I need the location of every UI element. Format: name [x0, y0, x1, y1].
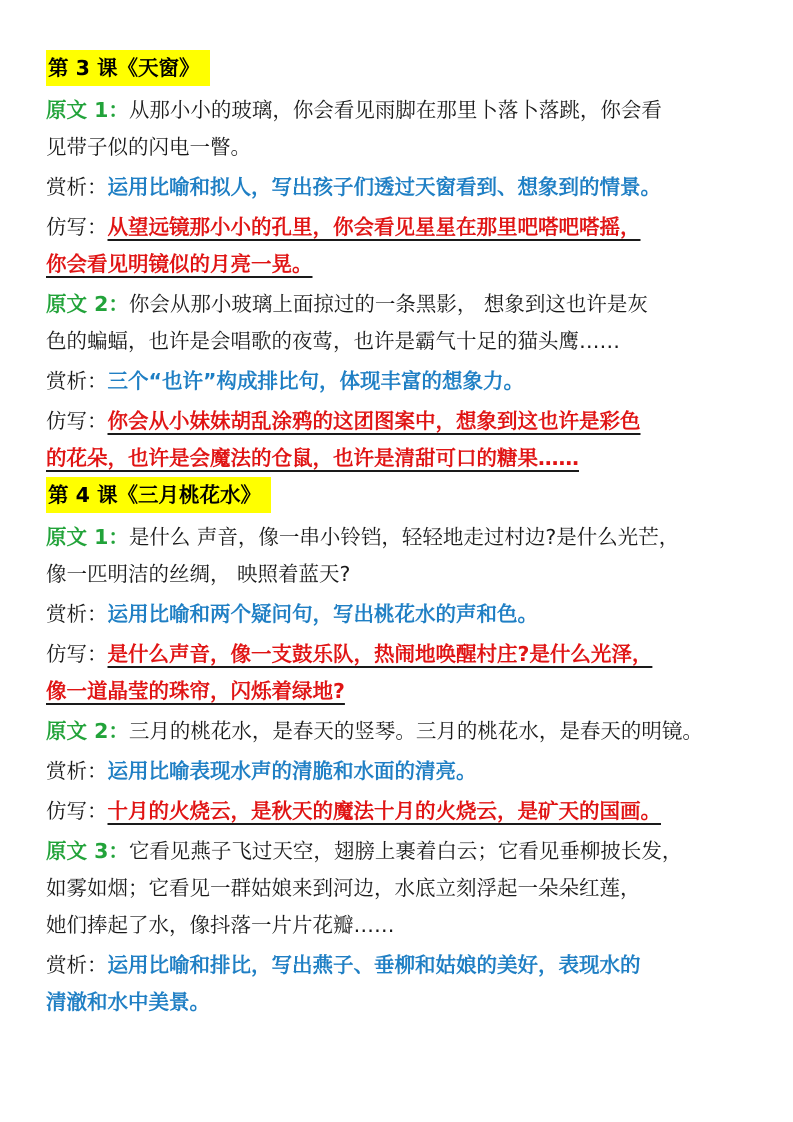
original-text: 你会从那小玻璃上面掠过的一条黑影， 想象到这也许是灰 [128, 292, 648, 316]
original-text: 从那小小的玻璃，你会看见雨脚在那里卜落卜落跳，你会看 [128, 98, 662, 122]
imitation-label: 仿写： [46, 642, 108, 666]
imitation-label: 仿写： [46, 799, 108, 823]
lesson-4-analysis-3 [46, 947, 750, 1021]
lesson-4-original-3 [46, 833, 750, 944]
analysis-label: 赏析： [46, 369, 108, 393]
lesson-3-original-2 [46, 286, 750, 360]
original-text: 见带子似的闪电一瞥。 [46, 135, 251, 159]
lesson-4-imitation-1 [46, 636, 750, 710]
imitation-label: 仿写： [46, 409, 108, 433]
lesson-3-heading: 第 3 课《天窗》 [46, 50, 210, 86]
imitation-text: 从望远镜那小小的孔里，你会看见星星在那里吧嗒吧嗒摇， [107, 215, 641, 239]
imitation-text: 是什么声音，像一支鼓乐队，热闹地唤醒村庄?是什么光泽， [107, 642, 653, 666]
analysis-label: 赏析： [46, 602, 108, 626]
lesson-4-analysis-1 [46, 596, 750, 633]
analysis-label: 赏析： [46, 953, 108, 977]
analysis-text: 三个“也许”构成排比句，体现丰富的想象力。 [107, 369, 524, 393]
lesson-3-imitation-2 [46, 403, 750, 477]
lesson-3-heading-row [46, 50, 750, 92]
imitation-text: 你会从小妹妹胡乱涂鸦的这团图案中，想象到这也许是彩色 [107, 409, 641, 433]
lesson-3-analysis-1 [46, 169, 750, 206]
original-label: 原文 3： [46, 839, 129, 863]
lesson-4-imitation-2 [46, 793, 750, 830]
document-page [46, 50, 750, 1021]
analysis-text: 运用比喻和两个疑问句，写出桃花水的声和色。 [107, 602, 538, 626]
lesson-3-imitation-1 [46, 209, 750, 283]
original-text: 像一匹明洁的丝绸， 映照着蓝天? [46, 562, 351, 586]
lesson-4-analysis-2 [46, 753, 750, 790]
original-text: 色的蝙蝠，也许是会唱歌的夜莺，也许是霸气十足的猫头鹰…… [46, 329, 620, 353]
original-text: 它看见燕子飞过天空，翅膀上裹着白云；它看见垂柳披长发， [128, 839, 683, 863]
original-text: 她们捧起了水，像抖落一片片花瓣…… [46, 913, 395, 937]
original-label: 原文 1： [46, 525, 129, 549]
imitation-text: 的花朵，也许是会魔法的仓鼠，也许是清甜可口的糖果…… [46, 446, 579, 470]
original-label: 原文 2： [46, 719, 129, 743]
original-label: 原文 1： [46, 98, 129, 122]
analysis-label: 赏析： [46, 175, 108, 199]
analysis-text: 清澈和水中美景。 [46, 990, 210, 1014]
imitation-text: 像一道晶莹的珠帘，闪烁着绿地? [46, 679, 345, 703]
imitation-text: 你会看见明镜似的月亮一晃。 [46, 252, 313, 276]
original-text: 如雾如烟；它看见一群姑娘来到河边，水底立刻浮起一朵朵红莲， [46, 876, 641, 900]
analysis-text: 运用比喻和排比，写出燕子、垂柳和姑娘的美好，表现水的 [107, 953, 641, 977]
original-text: 是什么 声音，像一串小铃铛，轻轻地走过村边?是什么光芒， [128, 525, 680, 549]
original-label: 原文 2： [46, 292, 129, 316]
lesson-4-original-2 [46, 713, 750, 750]
original-text: 三月的桃花水，是春天的竖琴。三月的桃花水，是春天的明镜。 [128, 719, 703, 743]
lesson-4-original-1 [46, 519, 750, 593]
lesson-4-heading: 第 4 课《三月桃花水》 [46, 477, 271, 513]
analysis-label: 赏析： [46, 759, 108, 783]
imitation-text: 十月的火烧云，是秋天的魔法十月的火烧云，是矿天的国画。 [107, 799, 661, 823]
lesson-3-original-1 [46, 92, 750, 166]
lesson-3-analysis-2 [46, 363, 750, 400]
analysis-text: 运用比喻表现水声的清脆和水面的清亮。 [107, 759, 477, 783]
lesson-4-heading-row [46, 477, 750, 519]
analysis-text: 运用比喻和拟人，写出孩子们透过天窗看到、想象到的情景。 [107, 175, 661, 199]
imitation-label: 仿写： [46, 215, 108, 239]
